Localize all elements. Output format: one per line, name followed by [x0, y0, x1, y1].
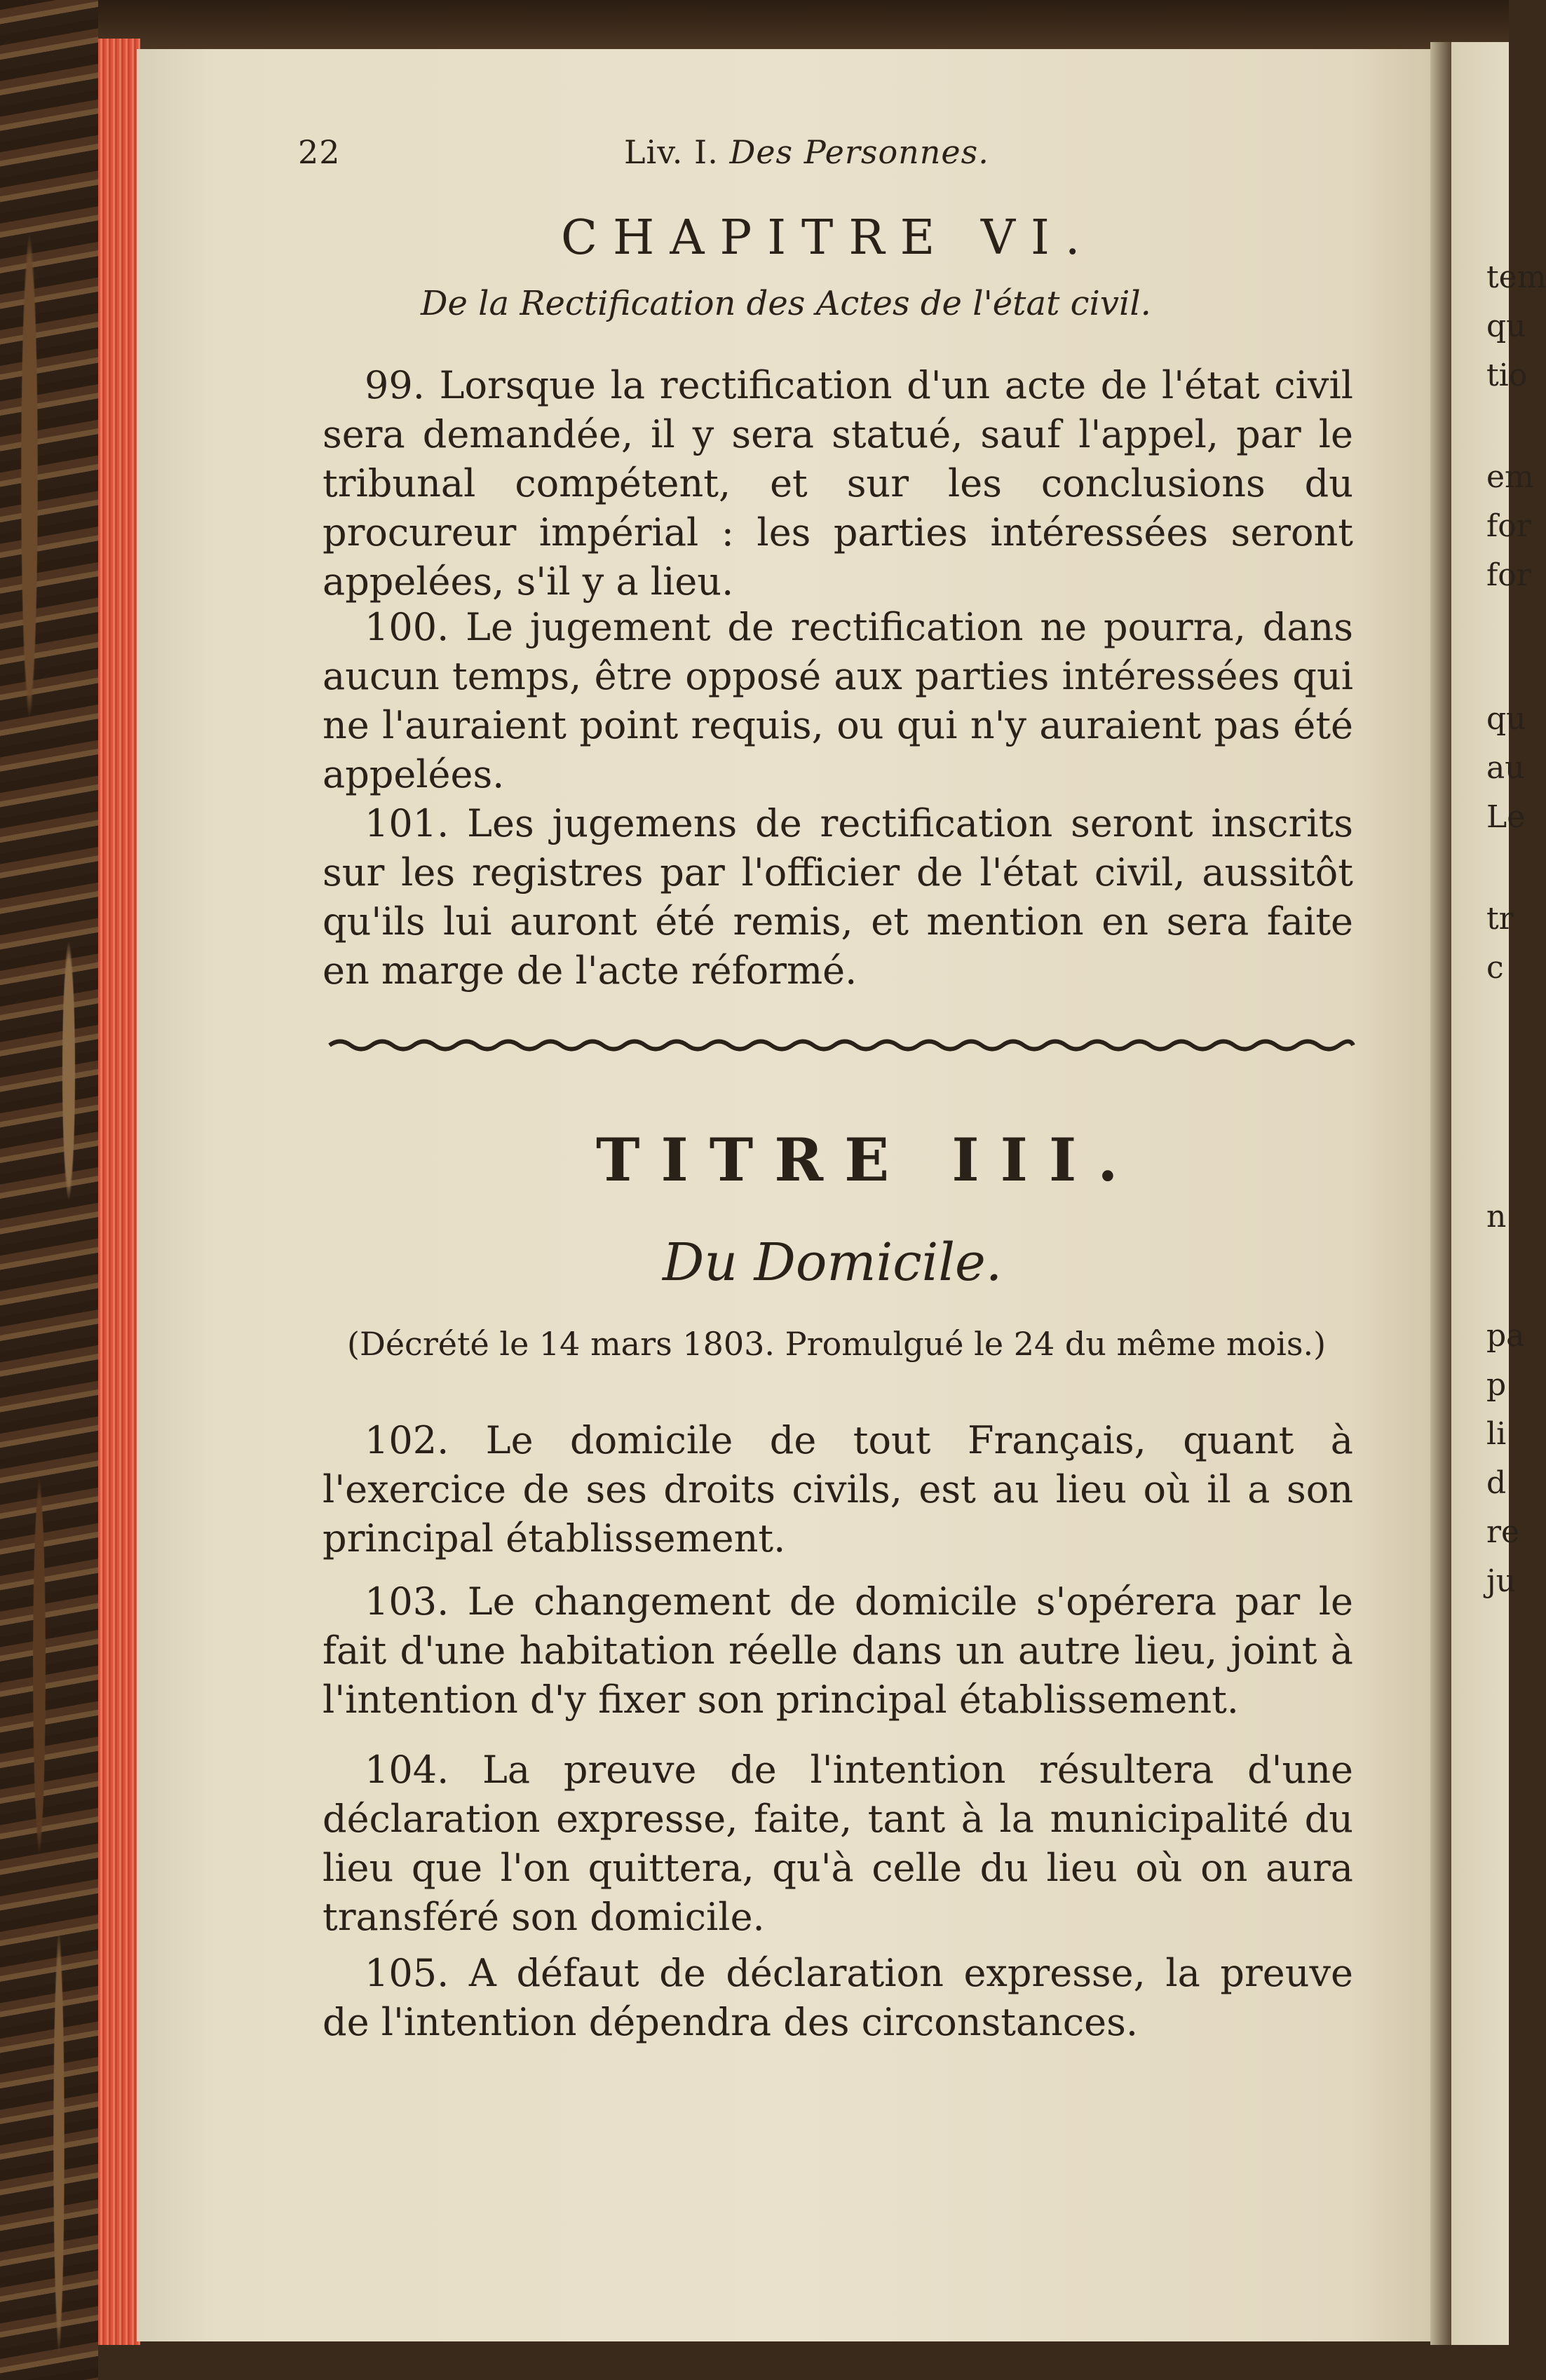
facing-fragment: for — [1486, 557, 1531, 593]
titre-subtitle: Du Domicile. — [663, 1232, 1003, 1293]
article-text: Le domicile de tout Français, quant à l'exercice de ses droits civils, est au lieu où il a son principal établissement. — [323, 1418, 1353, 1560]
article-text: Les jugemens de rectification seront inscrits sur les registres par l'officier de l'état civil, aussitôt qu'ils lui auront été remis, et mention en sera faite en marge de l'acte réformé. — [323, 801, 1353, 993]
facing-fragment: tr — [1486, 901, 1514, 937]
facing-fragment: d — [1486, 1465, 1507, 1501]
facing-fragment: for — [1486, 508, 1531, 544]
article-105 — [323, 1949, 1353, 2047]
facing-fragment: em — [1486, 459, 1534, 495]
facing-fragment: re — [1486, 1514, 1520, 1550]
article-number: 101. — [365, 801, 449, 845]
article-text: Le jugement de rectification ne pourra, dans aucun temps, être opposé aux parties intéressées qui ne l'auraient point requis, ou qui n'y auraient pas été appelées. — [323, 605, 1353, 796]
binding-bottom-edge — [98, 2345, 1509, 2380]
article-text: Le changement de domicile s'opérera par le fait d'une habitation réelle dans un autre lieu, joint à l'intention d'y fixer son principal établissement. — [323, 1579, 1353, 1722]
facing-fragment: pa — [1486, 1318, 1525, 1354]
article-number: 105. — [365, 1951, 449, 1995]
running-title — [624, 133, 989, 171]
chapter-subtitle: De la Rectification des Actes de l'état civil. — [421, 284, 1151, 323]
article-101 — [323, 799, 1353, 995]
facing-fragment: tio — [1486, 358, 1528, 393]
article-103 — [323, 1577, 1353, 1725]
facing-fragment: au — [1486, 750, 1525, 786]
article-99 — [323, 361, 1353, 606]
article-number: 104. — [365, 1748, 449, 1792]
article-text: La preuve de l'intention résultera d'une déclaration expresse, faite, tant à la municipalité du lieu que l'on quittera, qu'à celle du lieu où on aura transféré son domicile. — [323, 1748, 1354, 1939]
decree-note: (Décrété le 14 mars 1803. Promulgué le 24 du même mois.) — [347, 1325, 1327, 1363]
article-text: A défaut de déclaration expresse, la preuve de l'intention dépendra des circonstances. — [323, 1951, 1353, 2044]
article-100 — [323, 603, 1353, 799]
facing-fragment: ju — [1486, 1563, 1516, 1599]
article-104 — [323, 1746, 1353, 1942]
chapter-heading: CHAPITRE VI. — [561, 210, 1096, 266]
article-text: Lorsque la rectification d'un acte de l'état civil sera demandée, il y sera statué, sauf l'appel, par le tribunal compétent, et sur les conclusions du procureur impérial : les parties intéressées seront appelées, s'il y a lieu. — [323, 363, 1353, 604]
book-gutter — [1430, 42, 1451, 2348]
page-number: 22 — [298, 133, 341, 171]
facing-fragment: p — [1486, 1367, 1507, 1403]
facing-fragment: qu — [1486, 701, 1526, 737]
article-number: 102. — [365, 1418, 449, 1462]
titre-heading: TITRE III. — [596, 1125, 1139, 1195]
article-number: 103. — [365, 1579, 449, 1624]
running-title-section: Des Personnes. — [729, 133, 989, 171]
facing-fragment: qu — [1486, 308, 1526, 344]
facing-page — [1451, 42, 1546, 2355]
article-number: 99. — [365, 363, 425, 407]
ornamental-rule — [330, 1036, 1353, 1054]
facing-fragment: c — [1486, 950, 1504, 986]
facing-fragment: li — [1486, 1416, 1507, 1452]
facing-fragment: n — [1486, 1199, 1507, 1235]
facing-fragment: Le — [1486, 799, 1526, 835]
binding-top-edge — [98, 0, 1509, 49]
facing-fragment: tem — [1486, 259, 1546, 295]
marbled-binding — [0, 0, 98, 2380]
red-page-edges — [98, 39, 140, 2345]
article-number: 100. — [365, 605, 449, 649]
running-title-book: Liv. I. — [624, 133, 719, 171]
article-102 — [323, 1416, 1353, 1563]
